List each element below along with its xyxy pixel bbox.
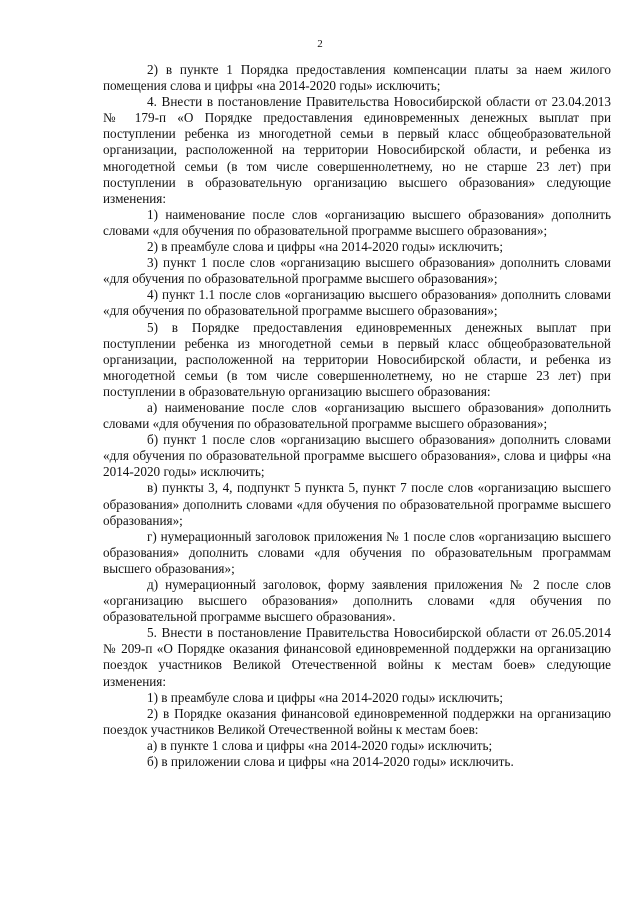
page-number: 2 bbox=[317, 38, 323, 50]
paragraph: д) нумерационный заголовок, форму заявления приложения № 2 после слов «организацию высшего образования» дополнить словами «для обучения по образовательной программе высшего образования». bbox=[103, 577, 611, 625]
paragraph: 3) пункт 1 после слов «организацию высшего образования» дополнить словами «для обучения по образовательной программе высшего образования»; bbox=[103, 255, 611, 287]
paragraph: 1) наименование после слов «организацию высшего образования» дополнить словами «для обучения по образовательной программе высшего образования»; bbox=[103, 206, 611, 238]
paragraph: г) нумерационный заголовок приложения № 1 после слов «организацию высшего образования» дополнить словами «для обучения по образовательным программам высшего образования»; bbox=[103, 528, 611, 576]
paragraph: 2) в Порядке оказания финансовой единовременной поддержки на организацию поездок участников Великой Отечественной войны к местам боев: bbox=[103, 705, 611, 737]
paragraph: а) наименование после слов «организацию высшего образования» дополнить словами «для обучения по образовательной программе высшего образования»; bbox=[103, 399, 611, 432]
paragraph: 2) в преамбуле слова и цифры «на 2014-2020 годы» исключить; bbox=[147, 239, 503, 255]
paragraph: 2) в пункте 1 Порядка предоставления компенсации платы за наем жилого помещения слова и цифры «на 2014-2020 годы» исключить; bbox=[103, 62, 611, 94]
paragraph: 1) в преамбуле слова и цифры «на 2014-2020 годы» исключить; bbox=[147, 689, 503, 705]
document-body bbox=[103, 62, 611, 770]
paragraph: 5) в Порядке предоставления единовременных денежных выплат при поступлении ребенка из многодетной семьи в первый класс общеобразовательной организации, расположенной на территории Новосибирской области, и ребенка из многодетной семьи (в том числе совершеннолетнему, но не старше 23 лет) при поступлении в образовательную организацию высшего образования: bbox=[103, 319, 611, 399]
paragraph: 4. Внести в постановление Правительства Новосибирской области от 23.04.2013 № 179-п «О Порядке предоставления единовременных денежных выплат при поступлении ребенка из многодетной семьи в первый класс общеобразовательной организации, расположенной на территории Новосибирской области, и ребенка из многодетной семьи (в том числе совершеннолетнему, но не старше 23 лет) при поступлении в образовательную организацию высшего образования» следующие изменения: bbox=[103, 94, 611, 206]
paragraph: а) в пункте 1 слова и цифры «на 2014-2020 годы» исключить; bbox=[147, 737, 493, 753]
paragraph: б) в приложении слова и цифры «на 2014-2020 годы» исключить. bbox=[147, 754, 514, 770]
paragraph: в) пункты 3, 4, подпункт 5 пункта 5, пункт 7 после слов «организацию высшего образования» дополнить словами «для обучения по образовательной программе высшего образования»; bbox=[103, 480, 611, 528]
paragraph: 4) пункт 1.1 после слов «организацию высшего образования» дополнить словами «для обучения по образовательной программе высшего образования»; bbox=[103, 287, 611, 319]
paragraph: 5. Внести в постановление Правительства Новосибирской области от 26.05.2014 № 209-п «О Порядке оказания финансовой единовременной поддержки на организацию поездок участников Великой Отечественной войны к местам боев» следующие изменения: bbox=[103, 625, 611, 689]
paragraph: б) пункт 1 после слов «организацию высшего образования» дополнить словами «для обучения по образовательной программе высшего образования», слова и цифры «на 2014-2020 годы» исключить; bbox=[103, 432, 611, 480]
